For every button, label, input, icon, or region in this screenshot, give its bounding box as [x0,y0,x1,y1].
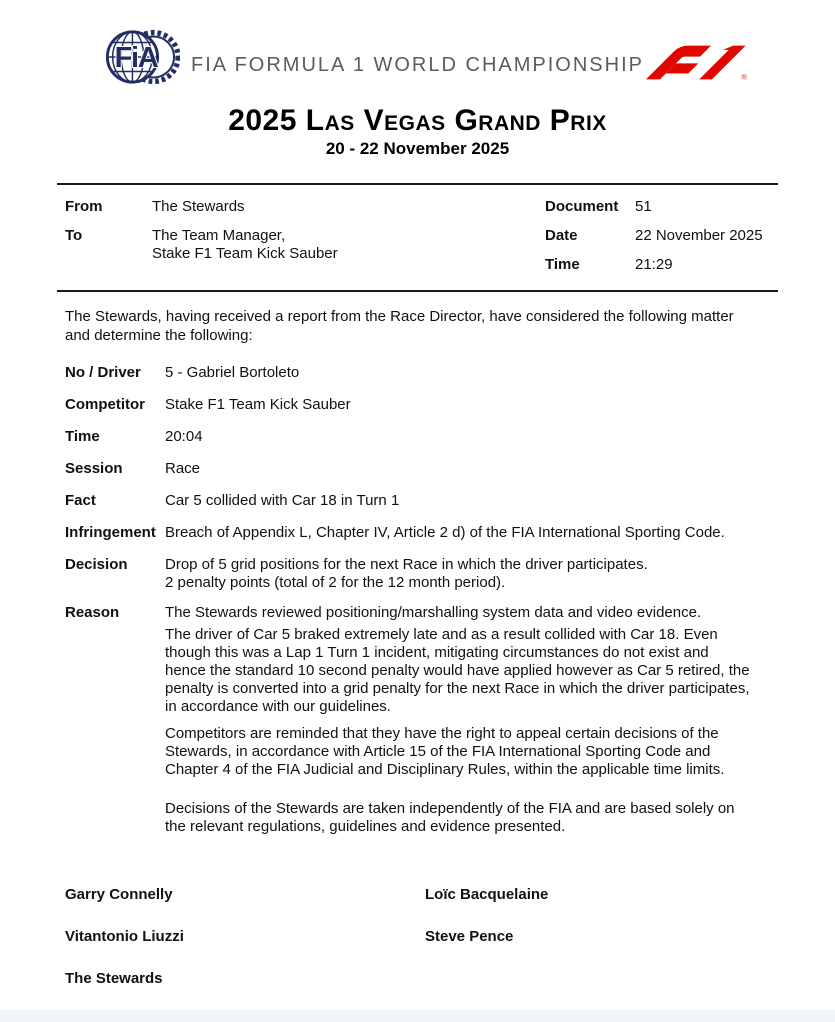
time-field-value: 20:04 [165,428,203,445]
no-driver-label: No / Driver [65,364,141,381]
date-row [545,227,778,245]
stewards-signoff: The Stewards [65,970,163,987]
to-row [65,227,545,263]
document-row [545,198,778,216]
decision-line2: 2 penalty points (total of 2 for the 12 month period). [165,574,506,591]
competitor-label: Competitor [65,396,145,413]
from-row [65,198,545,216]
from-label: From [65,198,103,215]
competitor-value: Stake F1 Team Kick Sauber [165,396,351,413]
field-row-decision [65,556,778,592]
no-driver-value: 5 - Gabriel Bortoleto [165,364,300,381]
reason-label: Reason [65,604,120,621]
reason-paragraph-1: The Stewards reviewed positioning/marshalling system data and video evidence. [165,604,702,621]
signature-name-garry-connelly: Garry Connelly [65,886,173,903]
meta-table [57,185,778,290]
document-label: Document [545,198,619,215]
event-title: 2025 Las Vegas Grand Prix [228,104,607,137]
document-header [0,0,835,98]
intro-paragraph: The Stewards, having received a report from the Race Director, have considered the following matter and determine the following: [65,308,734,344]
from-value: The Stewards [152,198,245,215]
reason-paragraph-3: Competitors are reminded that they have the right to appeal certain decisions of the Stewards, in accordance with Article 15 of the FIA International Sporting Code and Chapter 4 of the FIA Judicial and Disciplinary Rules, within the applicable time limits. [165,725,725,778]
decision-value [165,556,648,592]
field-row-competitor [65,396,778,414]
to-value-line1: The Team Manager, [152,227,286,244]
decision-line1: Drop of 5 grid positions for the next Race in which the driver participates. [165,556,648,573]
session-value: Race [165,460,201,477]
field-row-session [65,460,778,478]
divider-bottom [57,290,778,292]
field-row-infringement [65,524,778,542]
signature-row-3 [65,970,778,988]
to-value [152,227,338,263]
reason-paragraph-4: Decisions of the Stewards are taken independently of the FIA and are based solely on the relevant regulations, guidelines and evidence presented. [165,800,735,835]
signatures-block [65,886,778,988]
signature-row-2 [65,928,778,946]
signature-name-steve-pence: Steve Pence [425,928,514,945]
f1-brand-mark-icon [646,44,749,81]
championship-title: FIA FORMULA 1 WORLD CHAMPIONSHIP [191,54,644,76]
meta-right-column [545,198,778,290]
field-row-time [65,428,778,446]
f1-logo [646,44,749,86]
infringement-label: Infringement [65,524,156,541]
document-value: 51 [635,198,652,215]
signature-name-vitantonio-liuzzi: Vitantonio Liuzzi [65,928,184,945]
fact-label: Fact [65,492,96,509]
signature-row-1 [65,886,778,904]
signature-name-loic-bacquelaine: Loïc Bacquelaine [425,886,549,903]
decision-fields [65,364,778,836]
registered-mark: ® [741,72,747,81]
time-value: 21:29 [635,256,673,273]
field-row-reason [65,604,778,836]
decision-label: Decision [65,556,128,573]
meta-left-column [65,198,545,290]
time-row [545,256,778,274]
time-label: Time [545,256,580,273]
field-row-no-driver [65,364,778,382]
to-label: To [65,227,83,244]
date-label: Date [545,227,578,244]
event-dates: 20 - 22 November 2025 [325,139,510,158]
to-value-line2: Stake F1 Team Kick Sauber [152,245,338,262]
date-value: 22 November 2025 [635,227,763,244]
time-field-label: Time [65,428,100,445]
field-row-fact [65,492,778,510]
footer-accent-bar [0,1010,835,1022]
fia-logo-text: FiA [114,41,158,74]
reason-value [165,604,750,836]
reason-paragraph-2: The driver of Car 5 braked extremely late and as a result collided with Car 18. Even though this was a Lap 1 Turn 1 incident, mitigating circumstances do not exist and hence the standard 10 second penalty would have applied however as Car 5 retired, the penalty is converted into a grid penalty for the next Race in which the driver participates, in accordance with our guidelines. [165,626,750,715]
infringement-value: Breach of Appendix L, Chapter IV, Article 2 d) of the FIA International Sporting Code. [165,524,725,541]
session-label: Session [65,460,123,477]
fact-value: Car 5 collided with Car 18 in Turn 1 [165,492,400,509]
